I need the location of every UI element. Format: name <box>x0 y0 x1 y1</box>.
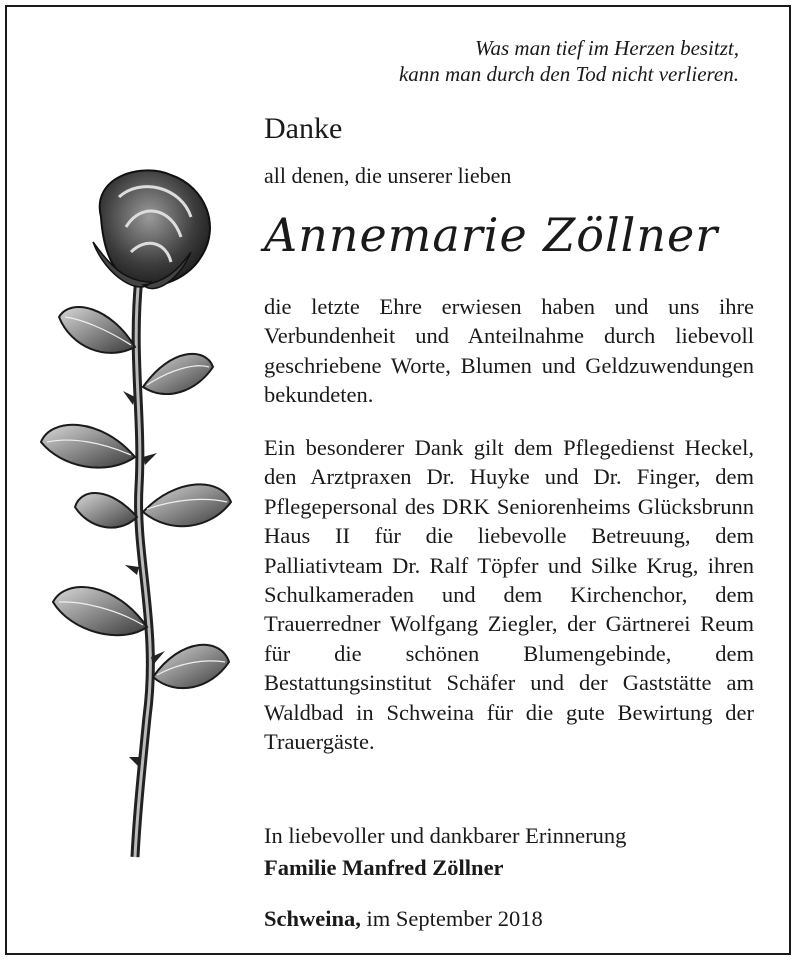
intro-text: all denen, die unserer lieben <box>264 163 512 188</box>
closing-line: In liebevoller und dankbarer Erinnerung <box>264 823 627 848</box>
motto <box>319 35 739 87</box>
motto-line-1: Was man tief im Herzen besitzt, <box>474 36 739 60</box>
place-name: Schweina, <box>264 906 361 931</box>
motto-line-2: kann man durch den Tod nicht verlieren. <box>398 62 739 86</box>
paragraph-thanks: die letzte Ehre erwiesen haben und uns ihre Verbundenheit und Anteilnahme durch liebevoll geschriebene Worte, Blumen und Geldzuwendungen bekundeten. <box>264 294 754 408</box>
heading-danke: Danke <box>264 112 343 145</box>
rose-icon <box>31 157 241 877</box>
place-date <box>264 904 543 933</box>
notice-frame <box>5 5 791 955</box>
deceased-name: Annemarie Zöllner <box>264 208 719 262</box>
date-text: im September 2018 <box>366 906 543 931</box>
family-signature: Familie Manfred Zöllner <box>264 855 504 880</box>
paragraph-special-thanks: Ein besonderer Dank gilt dem Pflegedienst Heckel, den Arztpraxen Dr. Huyke und Dr. Finger, dem Pflegepersonal des DRK Seniorenheims Glücksbrunn Haus II für die liebevolle Betreuung, dem Palliativteam Dr. Ralf Töpfer und Silke Krug, ihren Schulkameraden und dem Kirchenchor, dem Trauerredner Wolfgang Ziegler, der Gärtnerei Reum für die schönen Blumengebinde, dem Bestattungsinstitut Schäfer und der Gaststätte am Waldbad in Schweina für die gute Bewirtung der Trauergäste. <box>264 435 754 755</box>
